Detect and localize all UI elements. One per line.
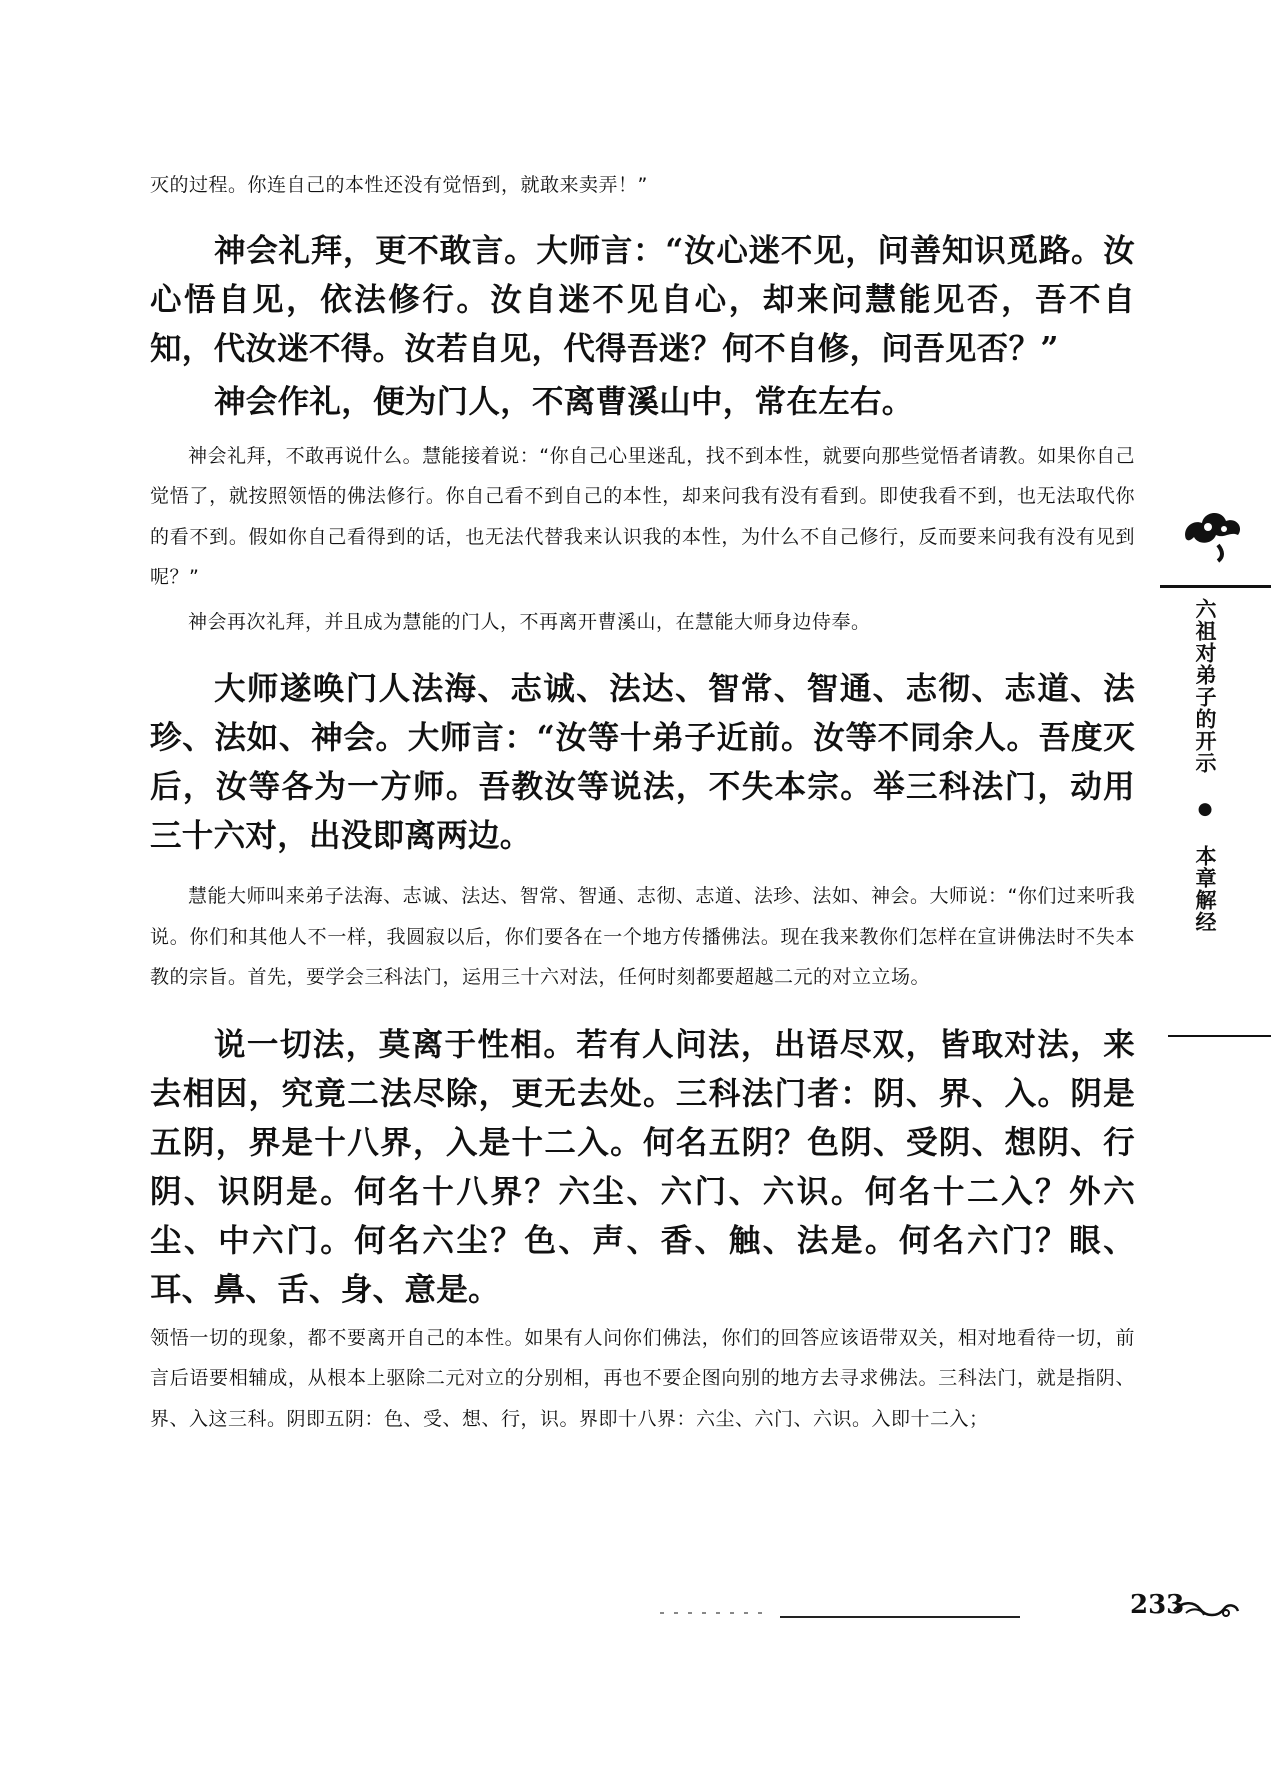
sidebar-divider-bottom bbox=[1168, 1035, 1271, 1037]
cloud-ornament-icon bbox=[1178, 505, 1248, 569]
footer-rule-dots bbox=[660, 1612, 770, 1614]
original-text-4: 说一切法，莫离于性相。若有人问法，出语尽双，皆取对法，来去相因，究竟二法尽除，更无去处。三科法门者：阴、界、入。阴是五阴，界是十八界，入是十二入。何名五阴？色阴、受阴、想阴、行阴、识阴是。何名十八界？六尘、六门、六识。何名十二入？外六尘、中六门。何名六尘？色、声、香、触、法是。何名六门？眼、耳、鼻、舌、身、意是。 bbox=[150, 1025, 1135, 1308]
translation-2: 神会再次礼拜，并且成为慧能的门人，不再离开曹溪山，在慧能大师身边侍奉。 bbox=[188, 610, 871, 633]
translation-1: 神会礼拜，不敢再说什么。慧能接着说：“你自己心里迷乱，找不到本性，就要向那些觉悟者请教。如果你自己觉悟了，就按照领悟的佛法修行。你自己看不到自己的本性，却来问我有没有看到。即使我看不到，也无法取代你的看不到。假如你自己看得到的话，也无法代替我来认识我的本性，为什么不自己修行，反而要来问我有没有见到呢？” bbox=[150, 444, 1135, 588]
sidebar-running-head bbox=[1190, 598, 1220, 933]
original-text-2: 神会作礼，便为门人，不离曹溪山中，常在左右。 bbox=[214, 382, 914, 420]
sidebar-divider-top bbox=[1160, 585, 1271, 588]
original-text-3: 大师遂唤门人法海、志诚、法达、智常、智通、志彻、志道、法珍、法如、神会。大师言：“汝等十弟子近前。汝等不同余人。吾度灭后，汝等各为一方师。吾教汝等说法，不失本宗。举三科法门，动用三十六对，出没即离两边。 bbox=[150, 670, 1135, 854]
page-ornament-icon bbox=[1172, 1597, 1240, 1625]
page-number: 233 bbox=[1130, 1590, 1185, 1620]
translation-continued: 灭的过程。你连自己的本性还没有觉悟到，就敢来卖弄！” bbox=[150, 174, 648, 196]
sidebar-section: 本章解经 bbox=[1193, 845, 1217, 933]
sidebar-title: 六祖对弟子的开示 bbox=[1193, 598, 1217, 774]
page-body bbox=[150, 165, 1135, 1439]
sidebar-separator: ● bbox=[1195, 799, 1215, 820]
translation-3: 慧能大师叫来弟子法海、志诚、法达、智常、智通、志彻、志道、法珍、法如、神会。大师说：“你们过来听我说。你们和其他人不一样，我圆寂以后，你们要各在一个地方传播佛法。现在我来教你们怎样在宣讲佛法时不失本教的宗旨。首先，要学会三科法门，运用三十六对法，任何时刻都要超越二元的对立立场。 bbox=[150, 885, 1135, 988]
footer-rule bbox=[780, 1616, 1020, 1618]
translation-4: 领悟一切的现象，都不要离开自己的本性。如果有人问你们佛法，你们的回答应该语带双关，相对地看待一切，前言后语要相辅成，从根本上驱除二元对立的分别相，再也不要企图向别的地方去寻求佛法。三科法门，就是指阴、界、入这三科。阴即五阴：色、受、想、行，识。界即十八界：六尘、六门、六识。入即十二入； bbox=[150, 1326, 1135, 1430]
original-text-1: 神会礼拜，更不敢言。大师言：“汝心迷不见，问善知识觅路。汝心悟自见，依法修行。汝自迷不见自心，却来问慧能见否，吾不自知，代汝迷不得。汝若自见，代得吾迷？何不自修，问吾见否？” bbox=[150, 231, 1135, 367]
